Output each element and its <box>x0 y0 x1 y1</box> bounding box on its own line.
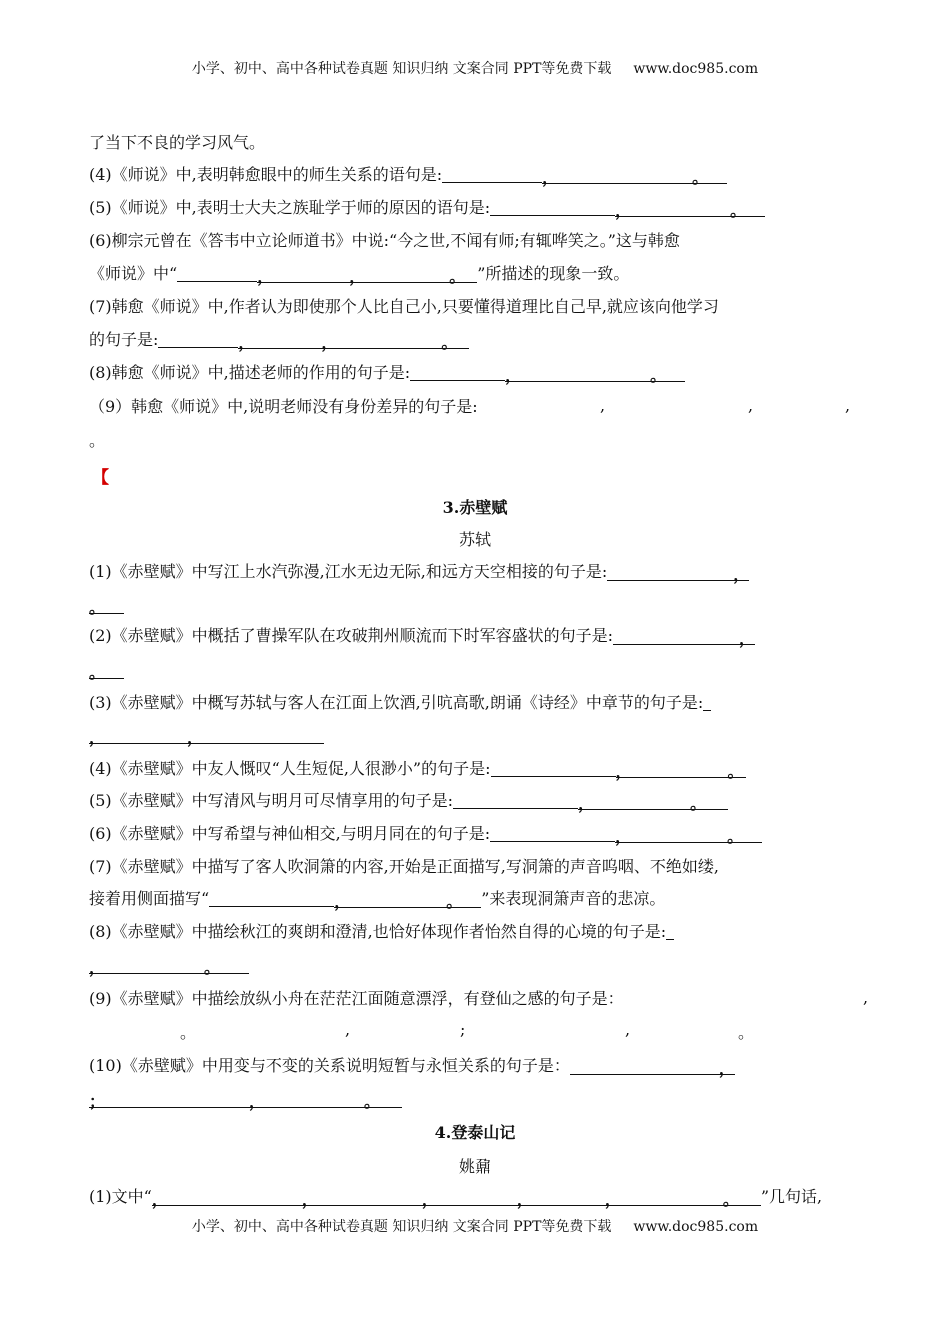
question-chibi-7b: 接着用侧面描写“ ， 。 ”来表现洞箫声音的悲凉。 <box>89 889 666 911</box>
footer-text: 小学、初中、高中各种试卷真题 知识归纳 文案合同 PPT等免费下载 <box>191 1219 612 1235</box>
question-chibi-4: (4)《赤壁赋》中友人慨叹“人生短促,人很渺小”的句子是: ， 。 <box>89 759 744 781</box>
question-shishuo-9: （9）韩愈《师说》中,说明老师没有身份差异的句子是: <box>89 397 478 416</box>
question-chibi-2b: 。 <box>89 659 124 681</box>
header-text: 小学、初中、高中各种试卷真题 知识归纳 文案合同 PPT等免费下载 <box>191 61 612 77</box>
question-shishuo-8: (8)韩愈《师说》中,描述老师的作用的句子是: ， 。 <box>89 362 685 384</box>
question-chibi-8b: ， 。 <box>89 954 249 976</box>
question-chibi-1: (1)《赤壁赋》中写江上水汽弥漫,江水无边无际,和远方天空相接的句子是: ， <box>89 562 750 584</box>
question-chibi-5: (5)《赤壁赋》中写清风与明月可尽情享用的句子是: ， 。 <box>89 790 728 812</box>
section-title-chibifu: 3.赤壁赋 <box>442 498 508 517</box>
question-chibi-6: (6)《赤壁赋》中写希望与神仙相交,与明月同在的句子是: ， 。 <box>89 823 762 845</box>
question-shishuo-5: (5)《师说》中,表明士大夫之族耻学于师的原因的语句是: ， 。 <box>89 197 765 219</box>
question-shishuo-7b: 的句子是: ， ， 。 <box>89 329 469 351</box>
header-url: www.doc985.com <box>633 61 759 77</box>
question-chibi-8: (8)《赤壁赋》中描绘秋江的爽朗和澄清,也恰好体现作者怡然自得的心境的句子是: <box>89 921 674 943</box>
question-shishuo-7a: (7)韩愈《师说》中,作者认为即使那个人比自己小,只要懂得道理比自己早,就应该向他学习 <box>89 297 719 316</box>
question-chibi-10b: ； ， 。 <box>89 1088 402 1110</box>
question-chibi-9: (9)《赤壁赋》中描绘放纵小舟在茫茫江面随意漂浮，有登仙之感的句子是： <box>89 989 624 1008</box>
section-title-dengtaishanji: 4.登泰山记 <box>434 1123 516 1142</box>
line-0: 了当下不良的学习风气。 <box>89 133 266 152</box>
page-footer <box>0 1216 950 1236</box>
author-sushi: 苏轼 <box>458 530 491 549</box>
question-shishuo-4: (4)《师说》中,表明韩愈眼中的师生关系的语句是: ， 。 <box>89 164 727 186</box>
question-chibi-3b: ， ， <box>89 724 324 746</box>
question-chibi-3: (3)《赤壁赋》中概写苏轼与客人在江面上饮酒,引吭高歌,朗诵《诗经》中章节的句子是: <box>89 692 711 714</box>
question-chibi-7a: (7)《赤壁赋》中描写了客人吹洞箫的内容,开始是正面描写,写洞箫的声音呜咽、不绝如缕, <box>89 857 719 876</box>
question-chibi-10: (10)《赤壁赋》中用变与不变的关系说明短暂与永恒关系的句子是： ， <box>89 1056 735 1078</box>
question-taishan-1: (1)文中“， ， ， ， ， 。 ”几句话, <box>89 1187 823 1209</box>
author-yaonai: 姚鼐 <box>458 1157 491 1176</box>
question-chibi-1b: 。 <box>89 594 124 616</box>
page-header <box>0 58 950 78</box>
footer-url: www.doc985.com <box>633 1219 759 1235</box>
question-chibi-2: (2)《赤壁赋》中概括了曹操军队在攻破荆州顺流而下时军容盛状的句子是: ， <box>89 626 756 648</box>
red-marker: 【 <box>92 468 109 488</box>
question-shishuo-6b: 《师说》中“ ， ， 。 ”所描述的现象一致。 <box>89 264 630 286</box>
question-shishuo-6a: (6)柳宗元曾在《答韦中立论师道书》中说:“今之世,不闻有师;有辄哗笑之。”这与韩愈 <box>89 231 680 250</box>
